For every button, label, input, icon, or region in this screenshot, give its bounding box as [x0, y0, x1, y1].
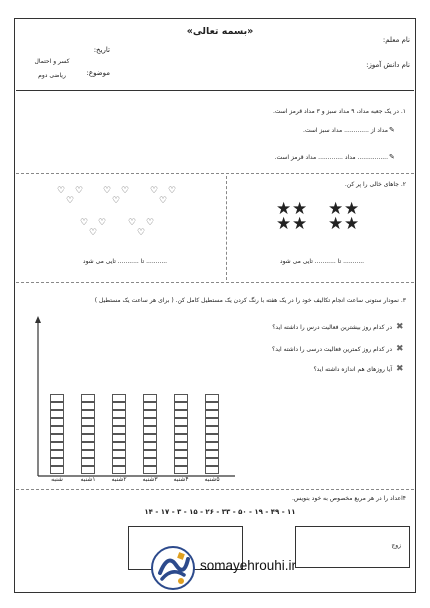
bar-cell[interactable]: [205, 402, 219, 410]
bar-cell[interactable]: [205, 458, 219, 466]
q3-question-2: در کدام روز کمترین فعالیت درسی را داشته اید؟: [272, 346, 392, 353]
cross-icon: ✖: [396, 344, 404, 354]
heart-icon: ♡: [159, 196, 168, 206]
bar-cell[interactable]: [143, 442, 157, 450]
star-icon: ★: [328, 214, 344, 234]
bar-cell[interactable]: [81, 450, 95, 458]
bar-cell[interactable]: [205, 450, 219, 458]
bar-cell[interactable]: [112, 458, 126, 466]
q1-prompt: ۱. در یک جعبه مداد، ۹ مداد سبز و ۳ مداد قرمز است.: [272, 108, 406, 115]
heart-icon: ♡: [150, 186, 159, 196]
worksheet-frame: [14, 18, 416, 593]
site-url: somayehrouhi.ir: [200, 558, 297, 573]
heart-icon: ♡: [89, 228, 98, 238]
bar-cell[interactable]: [174, 394, 188, 402]
q2-hearts-caption: ........... تا ........... تایی می شود: [82, 258, 168, 265]
star-icon: ★: [276, 199, 292, 219]
heart-icon: ♡: [137, 228, 146, 238]
heart-icon: ♡: [103, 186, 112, 196]
q4-prompt: ۴اعداد را در هر مربع مخصوص به خود بنویس.: [291, 495, 406, 502]
day-label: ۵شنبه: [204, 476, 220, 483]
star-icon: ★: [344, 214, 360, 234]
bar-cell[interactable]: [174, 442, 188, 450]
q2-prompt: ۲. جاهای خالی را پر کن.: [344, 181, 406, 188]
bar-cell[interactable]: [81, 426, 95, 434]
heart-icon: ♡: [98, 218, 107, 228]
section-divider: [16, 282, 414, 283]
bar-cell[interactable]: [81, 434, 95, 442]
heart-icon: ♡: [75, 186, 84, 196]
q3-prompt: ۳. نمودار ستونی ساعت انجام تکالیف خود را در یک هفته با رنگ کردن یک مستطیل کامل کن. ( برای هر ساعت یک مستطیل ): [94, 297, 406, 304]
bar-cell[interactable]: [143, 466, 157, 474]
day-label: شنبه: [51, 476, 63, 483]
bar-cell[interactable]: [205, 418, 219, 426]
q4-number-list: ۱۴ - ۱۷ - ۳ - ۱۵ - ۲۶ - ۳۳ - ۵۰ - ۱۹ - ۴۹ - ۱۱: [144, 508, 296, 516]
subject-line-1: کسر و احتمال: [34, 58, 70, 65]
q3-question-3: آیا روزهای هم اندازه داشته اید؟: [313, 366, 392, 373]
bar-cell[interactable]: [81, 466, 95, 474]
bar-cell[interactable]: [50, 458, 64, 466]
even-box-label: زوج: [391, 542, 401, 549]
heart-icon: ♡: [66, 196, 75, 206]
star-icon: ★: [328, 199, 344, 219]
bar-cell[interactable]: [112, 418, 126, 426]
bar-cell[interactable]: [112, 434, 126, 442]
page-title: «بسمه تعالی»: [186, 26, 254, 37]
date-label: تاریخ:: [93, 46, 110, 54]
even-numbers-box[interactable]: [295, 526, 410, 568]
bar-cell[interactable]: [50, 434, 64, 442]
y-axis-arrow: [35, 316, 41, 323]
bar-cell[interactable]: [112, 426, 126, 434]
bar-cell[interactable]: [205, 466, 219, 474]
bar-cell[interactable]: [143, 450, 157, 458]
bar-cell[interactable]: [143, 394, 157, 402]
bar-cell[interactable]: [50, 410, 64, 418]
bar-cell[interactable]: [143, 458, 157, 466]
q3-question-1: در کدام روز بیشترین فعالیت درس را داشته اید؟: [272, 324, 392, 331]
pencil-icon: ✎: [389, 153, 395, 161]
bar-cell[interactable]: [50, 450, 64, 458]
q1-line-a: مداد از ............. مداد سبز است.: [303, 127, 388, 134]
header-divider: [16, 90, 414, 91]
heart-icon: ♡: [128, 218, 137, 228]
bar-cell[interactable]: [112, 410, 126, 418]
bar-cell[interactable]: [50, 426, 64, 434]
day-label: ۳شنبه: [142, 476, 158, 483]
heart-icon: ♡: [121, 186, 130, 196]
section-divider: [16, 489, 414, 490]
bar-cell[interactable]: [143, 402, 157, 410]
heart-icon: ♡: [80, 218, 89, 228]
site-logo: [150, 545, 196, 591]
teacher-name-label: نام معلم:: [382, 36, 410, 44]
star-icon: ★: [292, 214, 308, 234]
q1-line-b: ................ مداد ............. مداد قرمز است.: [274, 154, 388, 161]
bar-cell[interactable]: [174, 426, 188, 434]
heart-icon: ♡: [57, 186, 66, 196]
bar-cell[interactable]: [205, 434, 219, 442]
topic-label: موضوع:: [86, 69, 110, 77]
q2-column-divider: [226, 176, 227, 280]
day-label: ۲شنبه: [111, 476, 127, 483]
star-icon: ★: [292, 199, 308, 219]
bar-cell[interactable]: [81, 442, 95, 450]
bar-cell[interactable]: [112, 402, 126, 410]
section-divider: [16, 173, 414, 174]
bar-cell[interactable]: [81, 410, 95, 418]
bar-cell[interactable]: [143, 426, 157, 434]
day-label: ۱شنبه: [80, 476, 96, 483]
pencil-icon: ✎: [389, 126, 395, 134]
bar-cell[interactable]: [112, 394, 126, 402]
bar-cell[interactable]: [50, 418, 64, 426]
cross-icon: ✖: [396, 364, 404, 374]
bar-cell[interactable]: [205, 410, 219, 418]
bar-cell[interactable]: [205, 426, 219, 434]
bar-cell[interactable]: [112, 442, 126, 450]
bar-cell[interactable]: [112, 450, 126, 458]
bar-cell[interactable]: [50, 402, 64, 410]
bar-cell[interactable]: [143, 418, 157, 426]
bar-cell[interactable]: [174, 410, 188, 418]
bar-cell[interactable]: [50, 442, 64, 450]
bar-cell[interactable]: [205, 394, 219, 402]
bar-cell[interactable]: [50, 466, 64, 474]
bar-cell[interactable]: [143, 434, 157, 442]
bar-cell[interactable]: [112, 466, 126, 474]
bar-cell[interactable]: [174, 434, 188, 442]
bar-cell[interactable]: [174, 402, 188, 410]
bar-cell[interactable]: [50, 394, 64, 402]
bar-cell[interactable]: [174, 418, 188, 426]
student-name-label: نام دانش آموز:: [366, 61, 410, 69]
bar-cell[interactable]: [143, 410, 157, 418]
bar-cell[interactable]: [174, 466, 188, 474]
star-icon: ★: [276, 214, 292, 234]
q2-stars-caption: ........... تا ........... تایی می شود: [279, 258, 365, 265]
subject-line-2: ریاضی دوم: [38, 72, 66, 79]
bar-cell[interactable]: [174, 458, 188, 466]
heart-icon: ♡: [146, 218, 155, 228]
day-label: ۴شنبه: [173, 476, 189, 483]
heart-icon: ♡: [168, 186, 177, 196]
bar-cell[interactable]: [174, 450, 188, 458]
bar-cell[interactable]: [81, 418, 95, 426]
heart-icon: ♡: [112, 196, 121, 206]
bar-cell[interactable]: [81, 458, 95, 466]
bar-cell[interactable]: [81, 394, 95, 402]
star-icon: ★: [344, 199, 360, 219]
bar-cell[interactable]: [81, 402, 95, 410]
cross-icon: ✖: [396, 322, 404, 332]
bar-cell[interactable]: [205, 442, 219, 450]
